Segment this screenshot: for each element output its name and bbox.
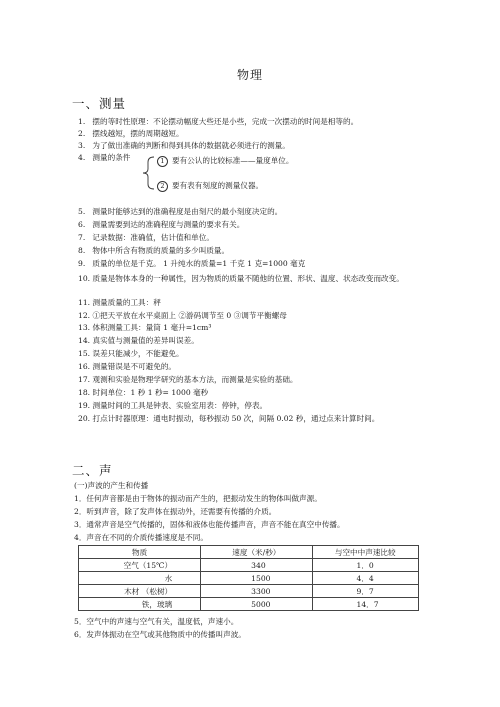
table-row — [79, 559, 419, 572]
list-item: 3．通常声音是空气传播的，固体和液体也能传播声音，声音不能在真空中传播。 — [74, 520, 345, 529]
item-text: 体积测量工具：量筒 1 毫升=1cm³ — [92, 323, 212, 332]
table-header: 与空中中声速比较 — [312, 546, 419, 559]
table-cell: 4．4 — [312, 572, 419, 585]
list-item — [78, 272, 420, 285]
item-number: 3. — [78, 141, 86, 150]
table-cell: 9．7 — [312, 585, 419, 598]
item-number: 7. — [78, 233, 86, 242]
item-number: 1. — [78, 117, 86, 126]
list-item — [78, 129, 184, 139]
list-item — [78, 401, 267, 411]
item-number: 5. — [78, 207, 86, 216]
list-item — [78, 153, 130, 163]
item-text: ①把天平放在水平桌面上 ②游码调节至 0 ③调节平衡螺母 — [92, 311, 287, 320]
list-item: 6．发声体振动在空气或其他物质中的传播叫声波。 — [74, 630, 246, 639]
item-number: 17. — [78, 375, 91, 384]
item-number: 6. — [78, 220, 86, 229]
item-text: 测量时能够达到的准确程度是由刻尺的最小刻度决定的。 — [92, 207, 283, 216]
list-item — [78, 246, 229, 256]
item-number: 20. — [78, 414, 91, 423]
item-text: 测量的条件 — [92, 153, 131, 162]
table-header-row — [79, 546, 419, 559]
subsection-heading: (一)声波的产生和传播 — [74, 481, 149, 490]
item-text: 摆线越短，摆的周期越短。 — [92, 129, 184, 138]
item-number: 11. — [78, 298, 91, 307]
item-number: 18. — [78, 388, 91, 397]
item-text: 打点计时器原理：通电时振动，每秒振动 50 次，间隔 0.02 秒，通过点来计算时间。 — [92, 414, 380, 423]
item-text: 测量质量的工具：秤 — [92, 298, 161, 307]
condition-text: 要有表有刻度的测量仪器。 — [172, 181, 264, 190]
circled-number: 1 — [157, 156, 168, 167]
item-text: 为了做出准确的判断和得到具体的数据就必须进行的测量。 — [92, 141, 290, 150]
table-header: 物质 — [79, 546, 201, 559]
list-item — [78, 311, 287, 321]
item-text: 物体中所含有物质的质量的多少叫质量。 — [92, 246, 230, 255]
list-item: 5．空气中的声速与空气有关，温度低，声速小。 — [74, 617, 239, 626]
list-item — [78, 207, 282, 217]
table-cell: 木材 （松树） — [79, 585, 201, 598]
table-row — [79, 572, 419, 585]
brace-icon — [140, 156, 158, 190]
list-item — [78, 414, 379, 424]
sound-speed-table — [78, 545, 419, 611]
item-text: 测量错误是不可避免的。 — [92, 362, 177, 371]
item-text: 时间单位：1 秒 1 秒= 1000 毫秒 — [92, 388, 209, 397]
item-number: 9. — [78, 259, 86, 268]
condition-1 — [157, 155, 294, 167]
table-cell: 340 — [201, 559, 312, 572]
table-cell: 水 — [79, 572, 201, 585]
condition-2 — [157, 180, 263, 192]
list-item — [78, 375, 298, 385]
item-number: 12. — [78, 311, 91, 320]
list-item — [78, 388, 208, 398]
table-cell: 1500 — [201, 572, 312, 585]
item-number: 4. — [78, 153, 86, 162]
list-item: 1．任何声音都是由于物体的振动而产生的，把振动发生的物体叫做声源。 — [74, 494, 322, 503]
list-item: 2．听到声音，除了发声体在振动外，还需要有传播的介质。 — [74, 507, 277, 516]
item-text: 摆的等时性原理：不论摆动幅度大些还是小些，完成一次摆动的时间是相等的。 — [92, 117, 359, 126]
circled-number: 2 — [157, 181, 168, 192]
page-title: 物理 — [236, 68, 263, 82]
section-heading-sound: 二、声 — [72, 463, 113, 478]
item-text: 测量需要到达的准确程度与测量的要求有关。 — [92, 220, 245, 229]
item-text: 质量是物体本身的一种属性，因为物质的质量不随他的位置、形状、温度、状态改变而改变。 — [92, 274, 404, 283]
table-cell: 空气（15℃） — [79, 559, 201, 572]
item-number: 13. — [78, 323, 91, 332]
list-item — [78, 362, 176, 372]
table-cell: 3300 — [201, 585, 312, 598]
table-header: 速度（米/秒） — [201, 546, 312, 559]
list-item — [78, 298, 161, 308]
list-item — [78, 323, 211, 333]
table-cell: 5000 — [201, 598, 312, 611]
item-text: 质量的单位是千克。 1 升纯水的质量=1 千克 1 克=1000 毫克 — [92, 259, 306, 268]
list-item — [78, 336, 199, 346]
item-number: 8. — [78, 246, 86, 255]
list-item — [78, 233, 214, 243]
item-number: 15. — [78, 349, 91, 358]
table-row — [79, 598, 419, 611]
list-item — [78, 117, 358, 127]
list-item: 4．声音在不同的介质传播速度是不同。 — [74, 533, 208, 542]
item-number: 19. — [78, 401, 91, 410]
table-cell: 14．7 — [312, 598, 419, 611]
item-text: 记录数据：准确值，估计值和单位。 — [92, 233, 214, 242]
item-text: 测量时间的工具是钟表、实验室用表：停钟，停表。 — [92, 401, 268, 410]
item-number: 14. — [78, 336, 91, 345]
item-number: 2. — [78, 129, 86, 138]
item-number: 10. — [78, 274, 91, 283]
item-text: 真实值与测量值的差异叫误差。 — [92, 336, 199, 345]
table-cell: 铁，玻璃 — [79, 598, 201, 611]
list-item — [78, 259, 305, 269]
list-item — [78, 349, 184, 359]
section-heading-measurement: 一、测量 — [72, 96, 127, 111]
table-cell: 1．0 — [312, 559, 419, 572]
list-item — [78, 220, 244, 230]
item-number: 16. — [78, 362, 91, 371]
condition-text: 要有公认的比较标准——量度单位。 — [172, 156, 294, 165]
item-text: 误差只能减少，不能避免。 — [92, 349, 184, 358]
item-text: 观测和实验是物理学研究的基本方法，而测量是实验的基础。 — [92, 375, 298, 384]
table-row — [79, 585, 419, 598]
list-item — [78, 141, 290, 151]
